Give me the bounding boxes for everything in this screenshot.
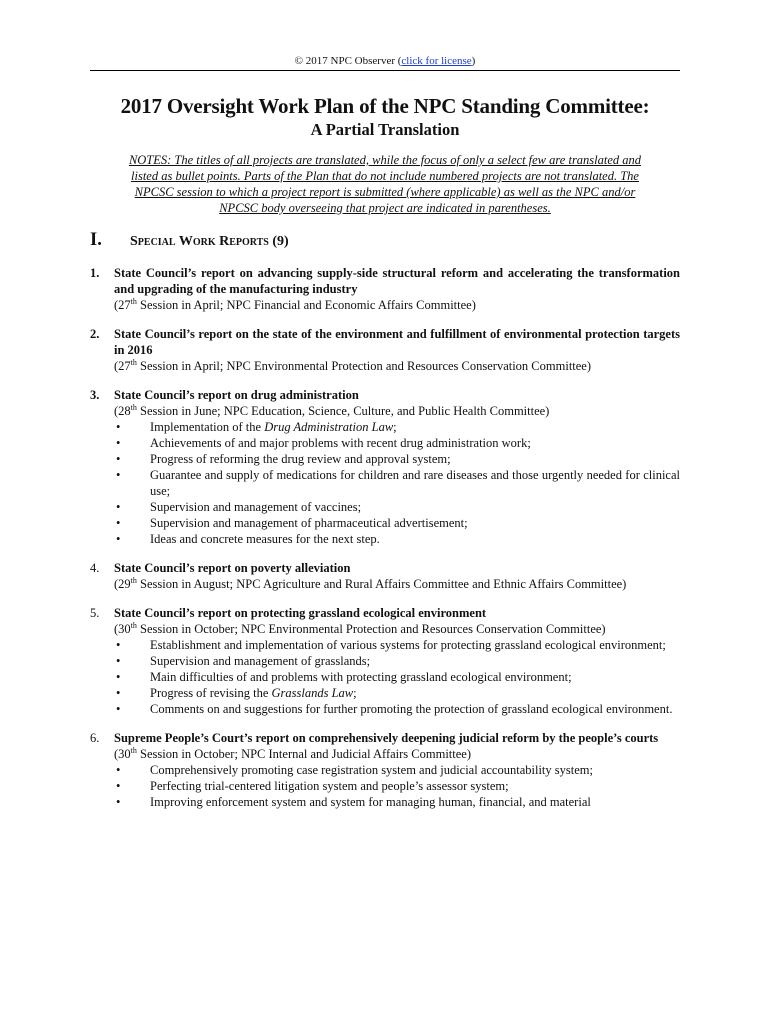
bullet-text-part: Perfecting trial-centered litigation system and people’s assessor system; xyxy=(150,779,509,793)
bullet-text-part: Supervision and management of pharmaceutical advertisement; xyxy=(150,516,468,530)
focus-bullet-item xyxy=(114,653,680,669)
focus-bullet-item xyxy=(114,467,680,499)
bullet-icon: • xyxy=(116,686,121,700)
item-session-info xyxy=(114,403,680,419)
focus-bullet-item xyxy=(114,419,680,435)
session-info-part: (30 xyxy=(114,622,131,636)
bullet-text-part: Comments on and suggestions for further promoting the protection of grassland ecological environment. xyxy=(150,702,673,716)
bullet-icon: • xyxy=(116,436,121,450)
item-number: 4. xyxy=(90,561,100,575)
session-info-part: (29 xyxy=(114,577,131,591)
focus-bullet-item xyxy=(114,637,680,653)
copyright-prefix: © 2017 NPC Observer ( xyxy=(294,55,402,67)
focus-bullet-item xyxy=(114,499,680,515)
bullet-text xyxy=(150,515,680,531)
focus-bullet-item xyxy=(114,451,680,467)
law-title: Grasslands Law xyxy=(271,686,354,700)
document-page xyxy=(90,0,680,810)
item-number: 5. xyxy=(90,606,100,620)
notes-line: NPCSC session to which a project report is submitted (where applicable) as well as the NPC and/or xyxy=(134,185,636,199)
bullet-text-part: Supervision and management of grasslands; xyxy=(150,654,371,668)
bullet-text-part: ; xyxy=(353,686,357,700)
focus-bullet-item xyxy=(114,669,680,685)
item-session-info xyxy=(114,621,680,637)
bullet-text-part: Progress of reforming the drug review and approval system; xyxy=(150,452,451,466)
bullet-icon: • xyxy=(116,452,121,466)
item-body xyxy=(114,730,680,810)
bullet-text-part: Guarantee and supply of medications for children and rare diseases and those urgently needed for clinical use; xyxy=(150,468,680,498)
bullet-text xyxy=(150,669,680,685)
report-item xyxy=(90,730,680,810)
bullet-text xyxy=(150,653,680,669)
session-info-part: Session in October; NPC Environmental Protection and Resources Conservation Committee) xyxy=(136,622,606,636)
item-body xyxy=(114,560,680,592)
bullet-icon: • xyxy=(116,500,121,514)
bullet-text-part: Improving enforcement system and system for managing human, financial, and material xyxy=(150,795,591,809)
bullet-icon: • xyxy=(116,779,121,793)
bullet-text xyxy=(150,531,680,547)
report-item xyxy=(90,387,680,547)
focus-bullet-item xyxy=(114,701,680,717)
bullet-icon: • xyxy=(116,468,121,482)
bullet-text-part: Progress of revising the xyxy=(150,686,272,700)
bullet-icon: • xyxy=(116,702,121,716)
section-number: I. xyxy=(90,230,102,250)
session-info-part: th xyxy=(130,402,137,412)
bullet-icon: • xyxy=(116,532,121,546)
item-body xyxy=(114,326,680,374)
focus-bullet-item xyxy=(114,685,680,701)
focus-bullet-list xyxy=(114,419,680,547)
bullet-text xyxy=(150,701,680,717)
focus-bullet-item xyxy=(114,435,680,451)
focus-bullet-item xyxy=(114,762,680,778)
report-item xyxy=(90,605,680,717)
bullet-text-part: Comprehensively promoting case registration system and judicial accountability system; xyxy=(150,763,593,777)
bullet-text xyxy=(150,685,680,701)
report-list xyxy=(90,265,680,810)
session-info-part: th xyxy=(130,620,137,630)
focus-bullet-item xyxy=(114,531,680,547)
bullet-icon: • xyxy=(116,670,121,684)
item-session-info xyxy=(114,746,680,762)
notes-line: NPCSC body overseeing that project are indicated in parentheses. xyxy=(219,201,551,215)
item-session-info xyxy=(114,297,680,313)
session-info-part: Session in August; NPC Agriculture and Rural Affairs Committee and Ethnic Affairs Committee) xyxy=(136,577,627,591)
bullet-icon: • xyxy=(116,654,121,668)
session-info-part: (27 xyxy=(114,298,131,312)
bullet-text-part: Establishment and implementation of various systems for protecting grassland ecological environment; xyxy=(150,638,666,652)
bullet-text-part: Main difficulties of and problems with protecting grassland ecological environment; xyxy=(150,670,572,684)
bullet-text xyxy=(150,435,680,451)
license-link[interactable]: click for license xyxy=(401,55,472,67)
session-info-part: (27 xyxy=(114,359,131,373)
bullet-text xyxy=(150,637,680,653)
bullet-text-part: Achievements of and major problems with recent drug administration work; xyxy=(150,436,531,450)
document-title: 2017 Oversight Work Plan of the NPC Standing Committee: xyxy=(120,94,650,118)
focus-bullet-list xyxy=(114,637,680,717)
session-info-part: th xyxy=(130,357,137,367)
session-info-part: th xyxy=(130,745,137,755)
bullet-text-part: Supervision and management of vaccines; xyxy=(150,500,362,514)
bullet-icon: • xyxy=(116,638,121,652)
section-title: Special Work Reports (9) xyxy=(130,234,289,249)
item-number: 6. xyxy=(90,731,100,745)
item-session-info xyxy=(114,576,680,592)
bullet-text-part: ; xyxy=(393,420,397,434)
item-title: State Council’s report on drug administration xyxy=(114,388,359,402)
report-item xyxy=(90,265,680,313)
bullet-text-part: Ideas and concrete measures for the next step. xyxy=(150,532,380,546)
notes-block xyxy=(96,152,674,216)
item-number: 3. xyxy=(90,388,100,402)
notes-line: listed as bullet points. Parts of the Plan that do not include numbered projects are not translated. The xyxy=(131,169,639,183)
item-number: 1. xyxy=(90,266,100,280)
report-item xyxy=(90,560,680,592)
section-heading xyxy=(90,230,680,251)
focus-bullet-item xyxy=(114,515,680,531)
bullet-icon: • xyxy=(116,763,121,777)
copyright-line xyxy=(90,55,680,71)
bullet-text xyxy=(150,778,680,794)
document-subtitle: A Partial Translation xyxy=(310,120,460,139)
item-number: 2. xyxy=(90,327,100,341)
item-session-info xyxy=(114,358,680,374)
session-info-part: Session in April; NPC Financial and Economic Affairs Committee) xyxy=(136,298,476,312)
item-title: Supreme People’s Court’s report on comprehensively deepening judicial reform by the people’s courts xyxy=(114,731,659,745)
session-info-part: th xyxy=(130,296,137,306)
session-info-part: (28 xyxy=(114,404,131,418)
session-info-part: th xyxy=(130,575,137,585)
law-title: Drug Administration Law xyxy=(264,420,394,434)
bullet-text xyxy=(150,794,680,810)
item-body xyxy=(114,265,680,313)
item-title: State Council’s report on the state of the environment and fulfillment of environmental protection targets in 2016 xyxy=(114,327,680,357)
bullet-text xyxy=(150,467,680,499)
focus-bullet-item xyxy=(114,794,680,810)
notes-line: NOTES: The titles of all projects are translated, while the focus of only a select few are translated and xyxy=(128,153,642,167)
session-info-part: (30 xyxy=(114,747,131,761)
bullet-icon: • xyxy=(116,795,121,809)
bullet-text xyxy=(150,499,680,515)
bullet-text xyxy=(150,451,680,467)
bullet-icon: • xyxy=(116,516,121,530)
report-item xyxy=(90,326,680,374)
bullet-icon: • xyxy=(116,420,121,434)
focus-bullet-list xyxy=(114,762,680,810)
item-title: State Council’s report on protecting grassland ecological environment xyxy=(114,606,487,620)
bullet-text xyxy=(150,419,680,435)
bullet-text-part: Implementation of the xyxy=(150,420,265,434)
copyright-suffix: ) xyxy=(471,55,476,67)
session-info-part: Session in October; NPC Internal and Judicial Affairs Committee) xyxy=(136,747,471,761)
item-body xyxy=(114,605,680,717)
item-body xyxy=(114,387,680,547)
focus-bullet-item xyxy=(114,778,680,794)
session-info-part: Session in April; NPC Environmental Protection and Resources Conservation Committee) xyxy=(136,359,592,373)
item-title: State Council’s report on poverty alleviation xyxy=(114,561,351,575)
session-info-part: Session in June; NPC Education, Science, Culture, and Public Health Committee) xyxy=(136,404,550,418)
item-title: State Council’s report on advancing supply-side structural reform and accelerating the transformation and upgrading of the manufacturing industry xyxy=(114,266,680,296)
bullet-text xyxy=(150,762,680,778)
